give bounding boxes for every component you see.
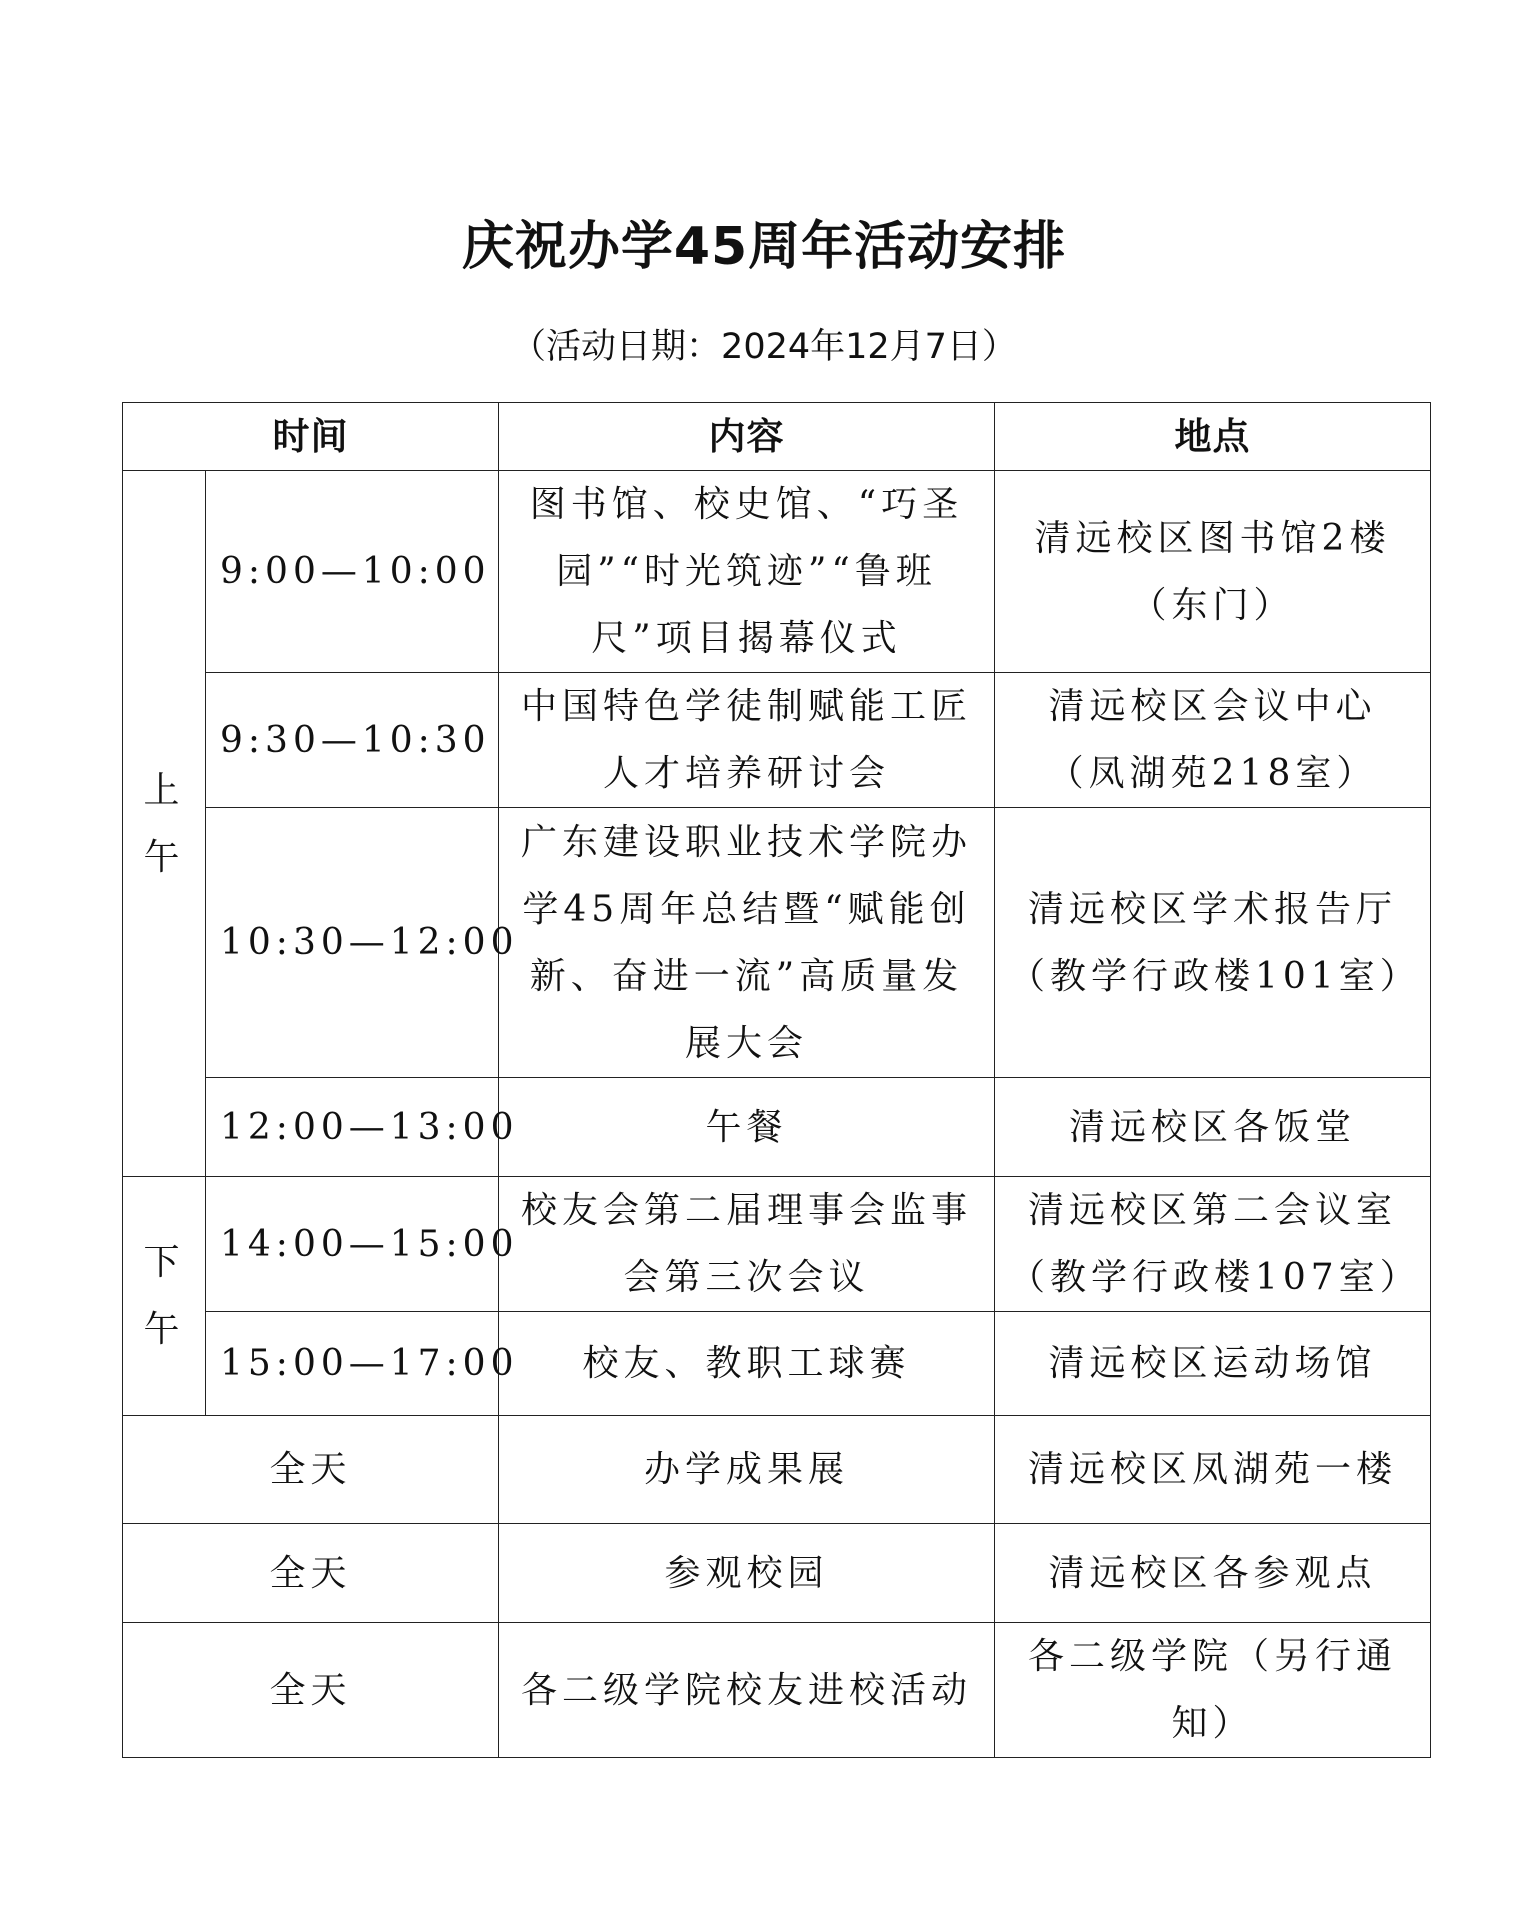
event-date: （活动日期：2024年12月7日） bbox=[511, 327, 1017, 367]
content-cell: 各二级学院校友进校活动 bbox=[499, 1623, 995, 1758]
location-cell: 各二级学院（另行通知） bbox=[995, 1623, 1431, 1758]
content-cell: 校友会第二届理事会监事会第三次会议 bbox=[499, 1177, 995, 1312]
time-cell: 9:00—10:00 bbox=[206, 471, 499, 673]
location-cell: 清远校区运动场馆 bbox=[995, 1312, 1431, 1416]
schedule-table bbox=[122, 402, 1431, 1758]
location-cell: 清远校区各饭堂 bbox=[995, 1078, 1431, 1177]
location-cell: 清远校区图书馆2楼（东门） bbox=[995, 471, 1431, 673]
location-cell: 清远校区会议中心（凤湖苑218室） bbox=[995, 673, 1431, 808]
time-cell: 全天 bbox=[123, 1524, 499, 1623]
header-row bbox=[123, 403, 1431, 471]
time-cell: 9:30—10:30 bbox=[206, 673, 499, 808]
content-cell: 图书馆、校史馆、“巧圣园”“时光筑迹”“鲁班尺”项目揭幕仪式 bbox=[499, 471, 995, 673]
header-time: 时间 bbox=[123, 403, 499, 471]
time-cell: 10:30—12:00 bbox=[206, 808, 499, 1078]
content-cell: 参观校园 bbox=[499, 1524, 995, 1623]
morning-label-char: 午 bbox=[143, 836, 185, 878]
document-title: 庆祝办学45周年活动安排 bbox=[461, 217, 1067, 277]
afternoon-label bbox=[123, 1177, 206, 1416]
location-cell: 清远校区凤湖苑一楼 bbox=[995, 1416, 1431, 1524]
time-cell: 14:00—15:00 bbox=[206, 1177, 499, 1312]
table-row bbox=[123, 1078, 1431, 1177]
time-cell: 全天 bbox=[123, 1416, 499, 1524]
morning-label bbox=[123, 471, 206, 1177]
time-cell: 15:00—17:00 bbox=[206, 1312, 499, 1416]
table-row bbox=[123, 673, 1431, 808]
content-cell: 中国特色学徒制赋能工匠人才培养研讨会 bbox=[499, 673, 995, 808]
afternoon-label-char: 下 bbox=[143, 1242, 185, 1283]
table-row bbox=[123, 1416, 1431, 1524]
table-row bbox=[123, 1623, 1431, 1758]
table-row bbox=[123, 1177, 1431, 1312]
content-cell: 午餐 bbox=[499, 1078, 995, 1177]
afternoon-label-char: 午 bbox=[143, 1309, 185, 1350]
table-row bbox=[123, 1524, 1431, 1623]
table-row bbox=[123, 1312, 1431, 1416]
content-cell: 广东建设职业技术学院办学45周年总结暨“赋能创新、奋进一流”高质量发展大会 bbox=[499, 808, 995, 1078]
content-cell: 办学成果展 bbox=[499, 1416, 995, 1524]
content-cell: 校友、教职工球赛 bbox=[499, 1312, 995, 1416]
morning-label-char: 上 bbox=[143, 769, 185, 811]
location-cell: 清远校区学术报告厅（教学行政楼101室） bbox=[995, 808, 1431, 1078]
header-content: 内容 bbox=[499, 403, 995, 471]
header-location: 地点 bbox=[995, 403, 1431, 471]
time-cell: 全天 bbox=[123, 1623, 499, 1758]
time-cell: 12:00—13:00 bbox=[206, 1078, 499, 1177]
location-cell: 清远校区第二会议室（教学行政楼107室） bbox=[995, 1177, 1431, 1312]
table-row bbox=[123, 808, 1431, 1078]
location-cell: 清远校区各参观点 bbox=[995, 1524, 1431, 1623]
table-row bbox=[123, 471, 1431, 673]
